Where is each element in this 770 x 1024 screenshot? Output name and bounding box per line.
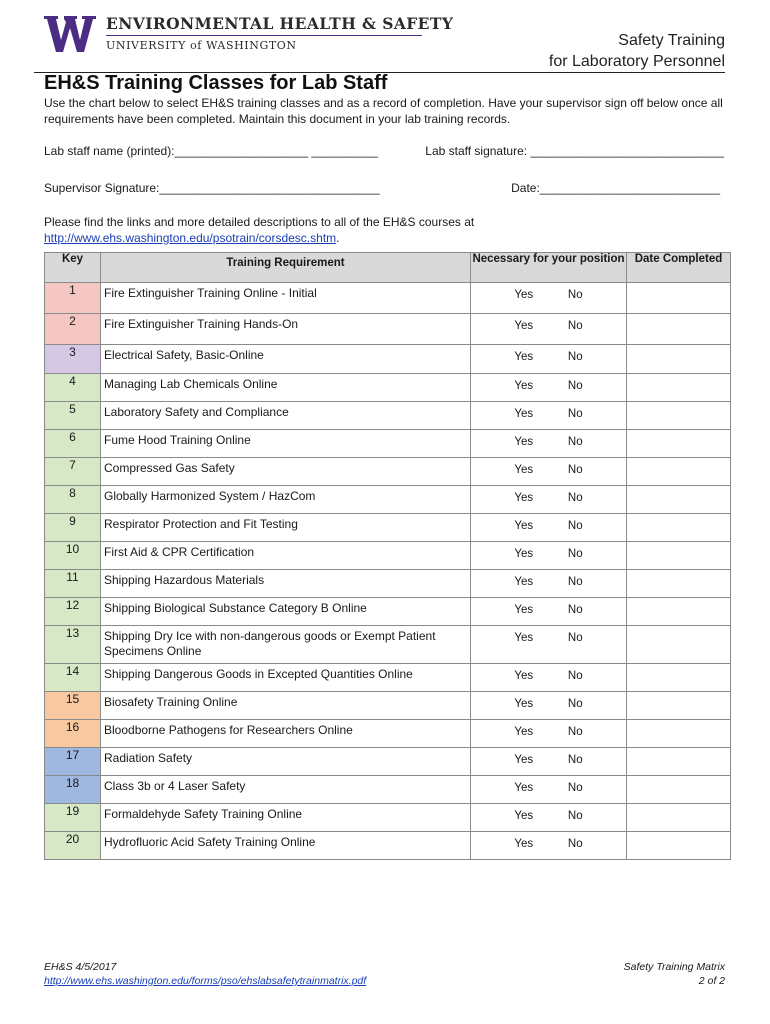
row-training-requirement: Fire Extinguisher Training Hands-On xyxy=(101,314,471,345)
yes-no-options xyxy=(471,486,626,504)
row-date-completed[interactable] xyxy=(627,542,731,570)
footer-document-title: Safety Training Matrix xyxy=(623,961,725,973)
row-key: 7 xyxy=(45,458,101,486)
no-option[interactable]: No xyxy=(567,548,583,560)
row-date-completed[interactable] xyxy=(627,402,731,430)
row-date-completed[interactable] xyxy=(627,748,731,776)
yes-option[interactable]: Yes xyxy=(514,464,534,476)
logo-university-name: UNIVERSITY of WASHINGTON xyxy=(106,39,297,52)
table-row xyxy=(45,832,731,860)
yes-option[interactable]: Yes xyxy=(514,670,534,682)
row-key: 2 xyxy=(45,314,101,345)
row-training-requirement: Radiation Safety xyxy=(101,748,471,776)
no-option[interactable]: No xyxy=(567,782,583,794)
yes-option[interactable]: Yes xyxy=(514,726,534,738)
yes-option[interactable]: Yes xyxy=(514,698,534,710)
footer-right xyxy=(624,960,725,988)
yes-option[interactable]: Yes xyxy=(514,782,534,794)
row-necessary-choice xyxy=(471,283,627,314)
no-option[interactable]: No xyxy=(567,698,583,710)
no-option[interactable]: No xyxy=(567,838,583,850)
row-date-completed[interactable] xyxy=(627,598,731,626)
row-necessary-choice xyxy=(471,664,627,692)
row-training-requirement: Globally Harmonized System / HazCom xyxy=(101,486,471,514)
row-training-requirement: Hydrofluoric Acid Safety Training Online xyxy=(101,832,471,860)
row-necessary-choice xyxy=(471,570,627,598)
no-option[interactable]: No xyxy=(567,670,583,682)
row-necessary-choice xyxy=(471,748,627,776)
yes-option[interactable]: Yes xyxy=(514,520,534,532)
row-key: 9 xyxy=(45,514,101,542)
table-row xyxy=(45,514,731,542)
yes-option[interactable]: Yes xyxy=(514,380,534,392)
table-row xyxy=(45,486,731,514)
training-matrix-table xyxy=(44,252,731,860)
row-necessary-choice xyxy=(471,804,627,832)
row-date-completed[interactable] xyxy=(627,720,731,748)
lab-staff-name-field[interactable]: Lab staff name (printed):____________________ __________ xyxy=(44,144,379,158)
no-option[interactable]: No xyxy=(567,726,583,738)
table-row xyxy=(45,720,731,748)
row-training-requirement: Managing Lab Chemicals Online xyxy=(101,374,471,402)
row-necessary-choice xyxy=(471,514,627,542)
yes-no-options xyxy=(471,832,626,850)
heading-line-1: Safety Training xyxy=(618,32,725,49)
yes-no-options xyxy=(471,720,626,738)
no-option[interactable]: No xyxy=(567,380,583,392)
row-necessary-choice xyxy=(471,374,627,402)
no-option[interactable]: No xyxy=(567,520,583,532)
row-necessary-choice xyxy=(471,692,627,720)
yes-option[interactable]: Yes xyxy=(514,436,534,448)
document-heading xyxy=(549,30,725,72)
row-training-requirement: Formaldehyde Safety Training Online xyxy=(101,804,471,832)
yes-option[interactable]: Yes xyxy=(514,492,534,504)
row-training-requirement: Shipping Hazardous Materials xyxy=(101,570,471,598)
table-row xyxy=(45,626,731,664)
no-option[interactable]: No xyxy=(567,351,583,363)
no-option[interactable]: No xyxy=(567,754,583,766)
no-option[interactable]: No xyxy=(567,604,583,616)
course-links-period: . xyxy=(336,231,340,245)
row-date-completed[interactable] xyxy=(627,486,731,514)
row-key: 8 xyxy=(45,486,101,514)
no-option[interactable]: No xyxy=(567,632,583,644)
table-row xyxy=(45,776,731,804)
table-row xyxy=(45,283,731,314)
yes-no-options xyxy=(471,345,626,363)
yes-no-options xyxy=(471,598,626,616)
yes-option[interactable]: Yes xyxy=(514,320,534,332)
no-option[interactable]: No xyxy=(567,320,583,332)
header-date-completed: Date Completed xyxy=(627,253,731,283)
yes-option[interactable]: Yes xyxy=(514,754,534,766)
row-necessary-choice xyxy=(471,776,627,804)
row-training-requirement: Biosafety Training Online xyxy=(101,692,471,720)
row-date-completed[interactable] xyxy=(627,430,731,458)
row-training-requirement: Shipping Biological Substance Category B Online xyxy=(101,598,471,626)
course-descriptions-link[interactable]: http://www.ehs.washington.edu/psotrain/corsdesc.shtm xyxy=(44,231,337,245)
training-matrix-body xyxy=(45,283,731,860)
row-necessary-choice xyxy=(471,720,627,748)
yes-option[interactable]: Yes xyxy=(514,810,534,822)
no-option[interactable]: No xyxy=(567,408,583,420)
lab-staff-signature-field[interactable]: Lab staff signature: _____________________________ xyxy=(425,144,724,158)
row-date-completed[interactable] xyxy=(627,514,731,542)
row-key: 4 xyxy=(45,374,101,402)
page-title: EH&S Training Classes for Lab Staff xyxy=(44,72,388,94)
uw-w-logo-icon xyxy=(44,14,96,54)
table-row xyxy=(45,692,731,720)
row-date-completed[interactable] xyxy=(627,664,731,692)
yes-option[interactable]: Yes xyxy=(514,576,534,588)
table-row xyxy=(45,314,731,345)
row-date-completed[interactable] xyxy=(627,692,731,720)
row-necessary-choice xyxy=(471,832,627,860)
row-date-completed[interactable] xyxy=(627,283,731,314)
date-field[interactable]: Date:___________________________ xyxy=(511,181,720,195)
row-key: 6 xyxy=(45,430,101,458)
row-key: 18 xyxy=(45,776,101,804)
yes-no-options xyxy=(471,804,626,822)
row-training-requirement: Compressed Gas Safety xyxy=(101,458,471,486)
row-key: 10 xyxy=(45,542,101,570)
row-necessary-choice xyxy=(471,486,627,514)
row-key: 12 xyxy=(45,598,101,626)
row-training-requirement: Fume Hood Training Online xyxy=(101,430,471,458)
yes-no-options xyxy=(471,664,626,682)
yes-option[interactable]: Yes xyxy=(514,289,534,301)
table-row xyxy=(45,542,731,570)
row-training-requirement: Bloodborne Pathogens for Researchers Online xyxy=(101,720,471,748)
yes-option[interactable]: Yes xyxy=(514,632,534,644)
row-key: 17 xyxy=(45,748,101,776)
yes-no-options xyxy=(471,692,626,710)
row-key: 5 xyxy=(45,402,101,430)
yes-option[interactable]: Yes xyxy=(514,548,534,560)
row-date-completed[interactable] xyxy=(627,314,731,345)
row-key: 15 xyxy=(45,692,101,720)
row-necessary-choice xyxy=(471,430,627,458)
yes-no-options xyxy=(471,430,626,448)
yes-option[interactable]: Yes xyxy=(514,604,534,616)
row-training-requirement: First Aid & CPR Certification xyxy=(101,542,471,570)
footer-page-number: 2 of 2 xyxy=(698,975,725,987)
row-necessary-choice xyxy=(471,314,627,345)
no-option[interactable]: No xyxy=(567,436,583,448)
row-date-completed[interactable] xyxy=(627,832,731,860)
no-option[interactable]: No xyxy=(567,492,583,504)
row-date-completed[interactable] xyxy=(627,458,731,486)
yes-no-options xyxy=(471,776,626,794)
table-row xyxy=(45,430,731,458)
row-key: 3 xyxy=(45,345,101,374)
no-option[interactable]: No xyxy=(567,289,583,301)
row-date-completed[interactable] xyxy=(627,776,731,804)
header-training-requirement: Training Requirement xyxy=(101,253,471,283)
row-necessary-choice xyxy=(471,345,627,374)
table-row xyxy=(45,345,731,374)
row-necessary-choice xyxy=(471,402,627,430)
row-date-completed[interactable] xyxy=(627,374,731,402)
yes-no-options xyxy=(471,748,626,766)
row-training-requirement: Class 3b or 4 Laser Safety xyxy=(101,776,471,804)
table-row xyxy=(45,570,731,598)
header-necessary-for-position: Necessary for your position xyxy=(471,253,627,283)
table-row xyxy=(45,598,731,626)
yes-no-options xyxy=(471,626,626,644)
table-row xyxy=(45,374,731,402)
row-key: 1 xyxy=(45,283,101,314)
yes-option[interactable]: Yes xyxy=(514,838,534,850)
row-training-requirement: Shipping Dangerous Goods in Excepted Quantities Online xyxy=(101,664,471,692)
footer-revision-date: EH&S 4/5/2017 xyxy=(44,961,117,973)
logo-divider xyxy=(106,35,422,36)
yes-option[interactable]: Yes xyxy=(514,351,534,363)
no-option[interactable]: No xyxy=(567,576,583,588)
footer-document-link[interactable]: http://www.ehs.washington.edu/forms/pso/ehslabsafetytrainmatrix.pdf xyxy=(44,975,367,987)
yes-no-options xyxy=(471,514,626,532)
header-key: Key xyxy=(45,253,101,283)
heading-line-2: for Laboratory Personnel xyxy=(548,53,725,70)
table-row xyxy=(45,804,731,832)
table-row xyxy=(45,664,731,692)
no-option[interactable]: No xyxy=(567,810,583,822)
uw-ehs-logo xyxy=(44,14,454,56)
row-date-completed[interactable] xyxy=(627,345,731,374)
row-key: 13 xyxy=(45,626,101,664)
row-necessary-choice xyxy=(471,626,627,664)
course-links-paragraph xyxy=(44,214,734,246)
supervisor-signature-field[interactable]: Supervisor Signature:_________________________________ xyxy=(44,181,380,195)
course-links-text: Please find the links and more detailed descriptions to all of the EH&S courses at xyxy=(44,215,475,229)
row-necessary-choice xyxy=(471,542,627,570)
footer-left xyxy=(44,960,366,988)
table-header-row xyxy=(45,253,731,283)
yes-no-options xyxy=(471,542,626,560)
yes-option[interactable]: Yes xyxy=(514,408,534,420)
table-row xyxy=(45,402,731,430)
yes-no-options xyxy=(471,314,626,332)
yes-no-options xyxy=(471,374,626,392)
row-key: 19 xyxy=(45,804,101,832)
row-training-requirement: Respirator Protection and Fit Testing xyxy=(101,514,471,542)
row-date-completed[interactable] xyxy=(627,626,731,664)
logo-department-name: ENVIRONMENTAL HEALTH & SAFETY xyxy=(106,14,454,33)
table-row xyxy=(45,458,731,486)
row-training-requirement: Electrical Safety, Basic-Online xyxy=(101,345,471,374)
table-row xyxy=(45,748,731,776)
yes-no-options xyxy=(471,458,626,476)
row-key: 14 xyxy=(45,664,101,692)
row-date-completed[interactable] xyxy=(627,570,731,598)
row-necessary-choice xyxy=(471,598,627,626)
row-necessary-choice xyxy=(471,458,627,486)
row-date-completed[interactable] xyxy=(627,804,731,832)
row-key: 20 xyxy=(45,832,101,860)
row-key: 16 xyxy=(45,720,101,748)
row-key: 11 xyxy=(45,570,101,598)
row-training-requirement: Shipping Dry Ice with non-dangerous goods or Exempt Patient Specimens Online xyxy=(101,626,471,664)
intro-paragraph: Use the chart below to select EH&S training classes and as a record of completion. Have your supervisor sign off below once all requirements have been completed. Maintain this document in your lab training records. xyxy=(44,96,723,126)
yes-no-options xyxy=(471,402,626,420)
yes-no-options xyxy=(471,283,626,301)
row-training-requirement: Fire Extinguisher Training Online - Initial xyxy=(101,283,471,314)
no-option[interactable]: No xyxy=(567,464,583,476)
row-training-requirement: Laboratory Safety and Compliance xyxy=(101,402,471,430)
yes-no-options xyxy=(471,570,626,588)
